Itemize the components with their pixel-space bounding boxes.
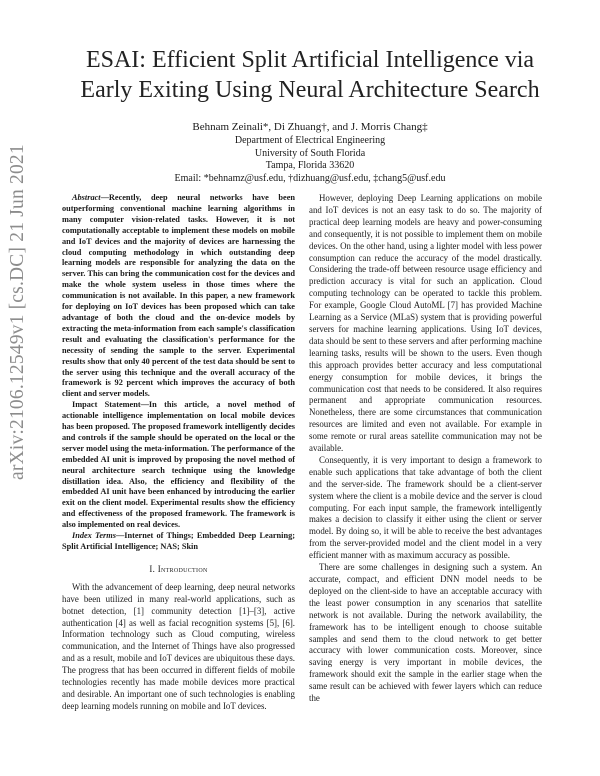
affiliation-city: Tampa, Florida 33620 (265, 160, 355, 171)
affiliation-university: University of South Florida (254, 147, 366, 159)
abstract-text: —Recently, deep neural networks have been outperforming conventional machine learning algorithms in many computer vision-related tasks. However, it is not computationally acceptable to implement these models on mobile and IoT devices and the majority of devices are harnessing the cloud computing methodology in which outstanding deep learning models are responsible for analyzing the data on the server. This can bring the communication cost for the devices and make the whole system useless in those times where the communication is not available. In this paper, a new framework for deploying on IoT devices has been proposed which can take advantage of both the cloud and the on-device models by extracting the meta-information from each sample's classification result and evaluating the classification's performance for the necessity of sending the sample to the server. Experimental results show that only 40 percent of the test data should be sent to the server using this technique and the overall accuracy of the framework is 92 percent which improves the accuracy of both client and server models. (62, 193, 295, 399)
index-terms-label: Index Terms (72, 531, 116, 541)
arxiv-identifier: arXiv:2106.12549v1 [cs.DC] 21 Jun 2021 (7, 144, 28, 480)
right-column (309, 193, 542, 705)
author-list: Behnam Zeinali*, Di Zhuang†, and J. Morris Chang‡ (192, 121, 428, 133)
abstract-label: Abstract (72, 193, 101, 202)
paper-title: ESAI: Efficient Split Artificial Intelligence via Early Exiting Using Neural Architecture Search (80, 47, 540, 103)
affiliation-department: Department of Electrical Engineering (234, 135, 386, 146)
body-paragraph-3: There are some challenges in designing such a system. An accurate, compact, and efficient DNN model needs to be deployed on the client-side to have an acceptable accuracy with the least power consumption in any scenarios that satellite network is not available. During the network availability, the framework has to be intelligent enough to choose suitable samples and send them to the cloud network to get better accuracy with lower communication costs. Moreover, since saving energy is very important in mobile devices, the framework should exit the sample in the earlier stage when the same result can be achieved with fewer layers which can reduce the (309, 562, 542, 704)
body-paragraph-2: Consequently, it is very important to design a framework to enable such applications that take advantage of both the client and the server-side. The framework should be a client-server system where the client is a mobile device and the server is cloud computing. For each input sample, the framework intelligently makes a decision to classify it either using the client or server model. By doing so, it will be able to receive the best advantages from the server-provided model and the client model in a very efficient manner with as maximum accuracy as possible. (309, 454, 542, 561)
intro-paragraph-1: With the advancement of deep learning, deep neural networks have been utilized in many real-world applications, such as botnet detection, [1] community detection [1]–[3], active authentication [4] as well as facial recognition systems [5], [6]. Information technology such as Cloud computing, wireless communication, and the Internet of Things have also progressed and as a result, mobile and IoT devices are ubiquitous these days. The progress that has been occurred in different fields of mobile technologies recently has made mobile devices more practical and desirable. An important one of such technologies is enabling deep learning models running on mobile and IoT devices. (62, 581, 295, 711)
section-heading-introduction: I. Introduction (149, 563, 208, 574)
affiliation-block (60, 135, 560, 185)
index-terms (62, 531, 295, 553)
body-paragraph-1: However, deploying Deep Learning applications on mobile and IoT devices is not an easy task to do so. The majority of practical deep learning models are heavy and power-consuming and consequently, it is not possible to implement them on mobile devices. On the other hand, using a lighter model with less power consumption can reduce the accuracy of the model drastically. Considering the trade-off between resource usage efficiency and prediction accuracy is vital for such an application. Cloud computing technology can be operated to tackle this problem. For example, Google Cloud AutoML [7] has provided Machine Learning as a Service (MLaS) system that is providing powerful servers for machine learning applications. Using IoT devices, data should be sent to these servers and after performing machine learning tasks, results will be shown to the users. Even though this approach provides better accuracy and less computational energy consumption for mobile devices, it brings the communication cost that needs to be considered. It also requires permanent and appropriate communication resources. Nonetheless, there are some circumstances that communication resources are limited and even not available. For example in some remote or rural areas satellite communication may not be available. (309, 193, 542, 454)
abstract-block (62, 193, 295, 553)
impact-statement (62, 400, 295, 531)
left-column (62, 193, 295, 713)
affiliation-email: Email: *behnamz@usf.edu, †dizhuang@usf.edu, ‡chang5@usf.edu (174, 172, 446, 184)
index-terms-text: —Internet of Things; Embedded Deep Learning; Split Artificial Intelligence; NAS; Skin (62, 531, 296, 551)
abstract-paragraph (62, 193, 295, 400)
impact-text: —In this article, a novel method of actionable intelligence implementation on local mobile devices has been proposed. The proposed framework intelligently decides and controls if the sample should be operated on the local or the server model using the meta-information. The performance of the embedded AI unit is improved by proposing the novel method of neural architecture search technique using the knowledge distillation idea. Also, the efficiency and flexibility of the embedded AI unit have been enhanced by introducing the earlier exit on the client model. Experimental results show the efficiency and effectiveness of the proposed framework. The framework is also implemented on real devices. (62, 400, 295, 530)
impact-label: Impact Statement (72, 400, 141, 410)
